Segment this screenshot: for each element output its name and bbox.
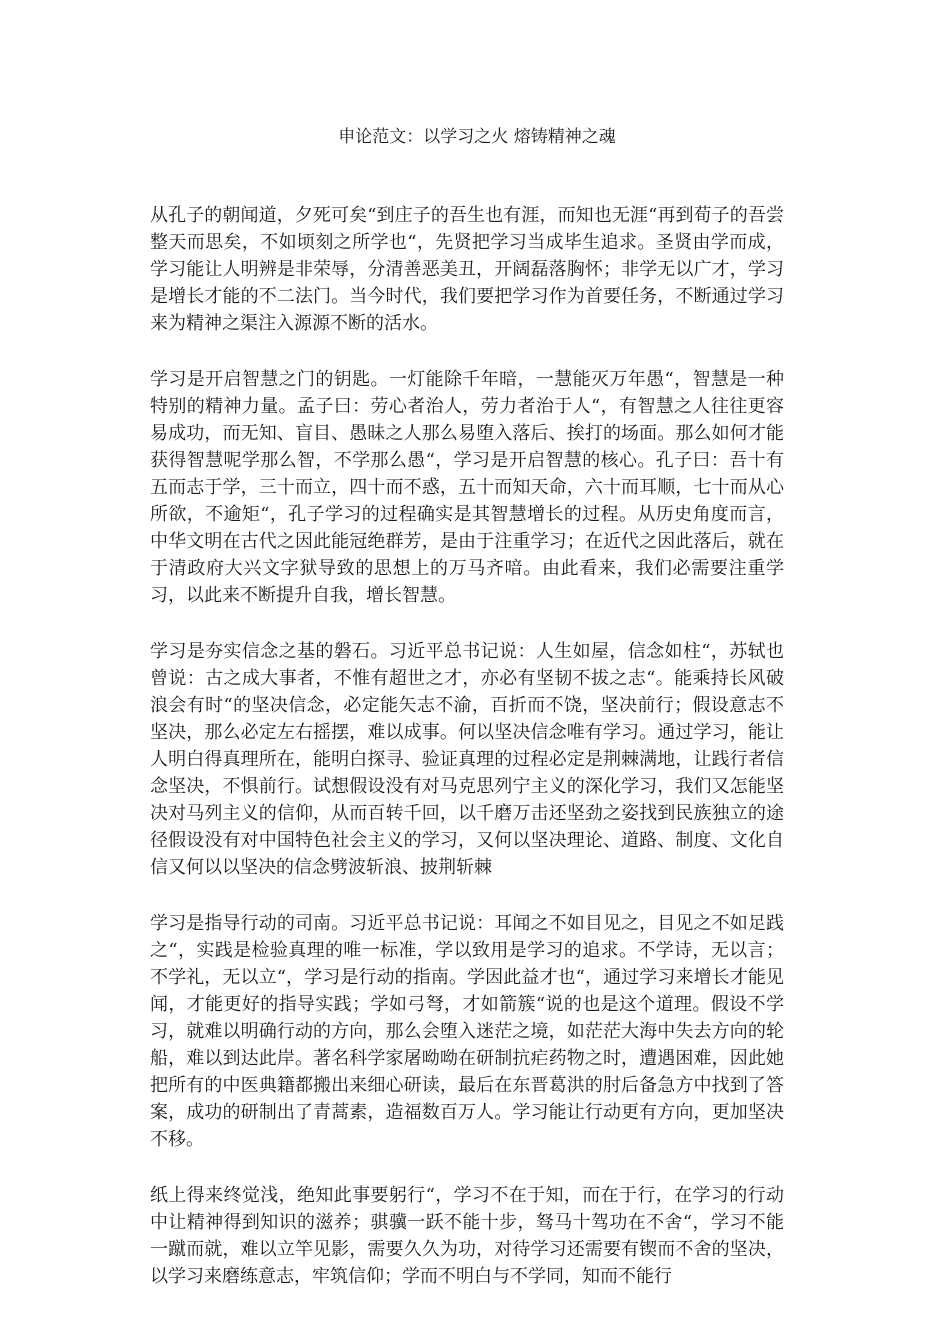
paragraph-2: 学习是开启智慧之门的钥匙。一灯能除千年暗，一慧能灭万年愚“，智慧是一种特别的精神力量。孟子曰：劳心者治人，劳力者治于人“，有智慧之人往往更容易成功，而无知、盲目、愚昧之人那么易堕入落后、挨打的场面。那么如何才能获得智慧呢学那么智，不学那么愚“，学习是开启智慧的核心。孔子曰：吾十有五而志于学，三十而立，四十而不惑，五十而知天命，六十而耳顺，七十而从心所欲，不逾矩“，孔子学习的过程确实是其智慧增长的过程。从历史角度而言，中华文明在古代之因此能冠绝群芳，是由于注重学习；在近代之因此落后，就在于清政府大兴文字狱导致的思想上的万马齐喑。由此看来，我们必需要注重学习，以此来不断提升自我，增长智慧。: [150, 369, 784, 606]
document-title: 申论范文：以学习之火 熔铸精神之魂: [338, 127, 616, 147]
paragraph-3: 学习是夯实信念之基的磐石。习近平总书记说：人生如屋，信念如柱“，苏轼也曾说：古之成大事者，不惟有超世之才，亦必有坚韧不拔之志“。能乘持长风破浪会有时“的坚决信念，必定能矢志不渝，百折而不饶，坚决前行；假设意志不坚决，那么必定左右摇摆，难以成事。何以坚决信念唯有学习。通过学习，能让人明白得真理所在，能明白探寻、验证真理的过程必定是荆棘满地，让践行者信念坚决，不惧前行。试想假设没有对马克思列宁主义的深化学习，我们又怎能坚决对马列主义的信仰，从而百转千回，以千磨万击还坚劲之姿找到民族独立的途径假设没有对中国特色社会主义的学习，又何以坚决理论、道路、制度、文化自信又何以以坚决的信念劈波斩浪、披荆斩棘: [150, 641, 784, 878]
paragraph-5: 纸上得来终觉浅，绝知此事要躬行“，学习不在于知，而在于行，在学习的行动中让精神得到知识的滋养；骐骥一跃不能十步，驽马十驾功在不舍“，学习不能一蹴而就，难以立竿见影，需要久久为功，对待学习还需要有锲而不舍的坚决，以学习来磨练意志，牢筑信仰；学而不明白与不学同，知而不能行: [150, 1185, 784, 1287]
document-body: [150, 202, 784, 1290]
paragraph-4: 学习是指导行动的司南。习近平总书记说：耳闻之不如目见之，目见之不如足践之“，实践是检验真理的唯一标准，学以致用是学习的追求。不学诗，无以言；不学礼，无以立“，学习是行动的指南。学因此益才也“，通过学习来增长才能见闻，才能更好的指导实践；学如弓弩，才如箭簇“说的也是这个道理。假设不学习，就难以明确行动的方向，那么会堕入迷茫之境，如茫茫大海中失去方向的轮船，难以到达此岸。著名科学家屠呦呦在研制抗疟药物之时，遭遇困难，因此她把所有的中医典籍都搬出来细心研读，最后在东晋葛洪的肘后备急方中找到了答案，成功的研制出了青蒿素，造福数百万人。学习能让行动更有方向，更加坚决不移。: [150, 913, 784, 1150]
paragraph-1: 从孔子的朝闻道，夕死可矣“到庄子的吾生也有涯，而知也无涯“再到荀子的吾尝整天而思矣，不如顷刻之所学也“，先贤把学习当成毕生追求。圣贤由学而成，学习能让人明辨是非荣辱，分清善恶美丑，开阔磊落胸怀；非学无以广才，学习是增长才能的不二法门。当今时代，我们要把学习作为首要任务，不断通过学习来为精神之渠注入源源不断的活水。: [150, 205, 784, 334]
